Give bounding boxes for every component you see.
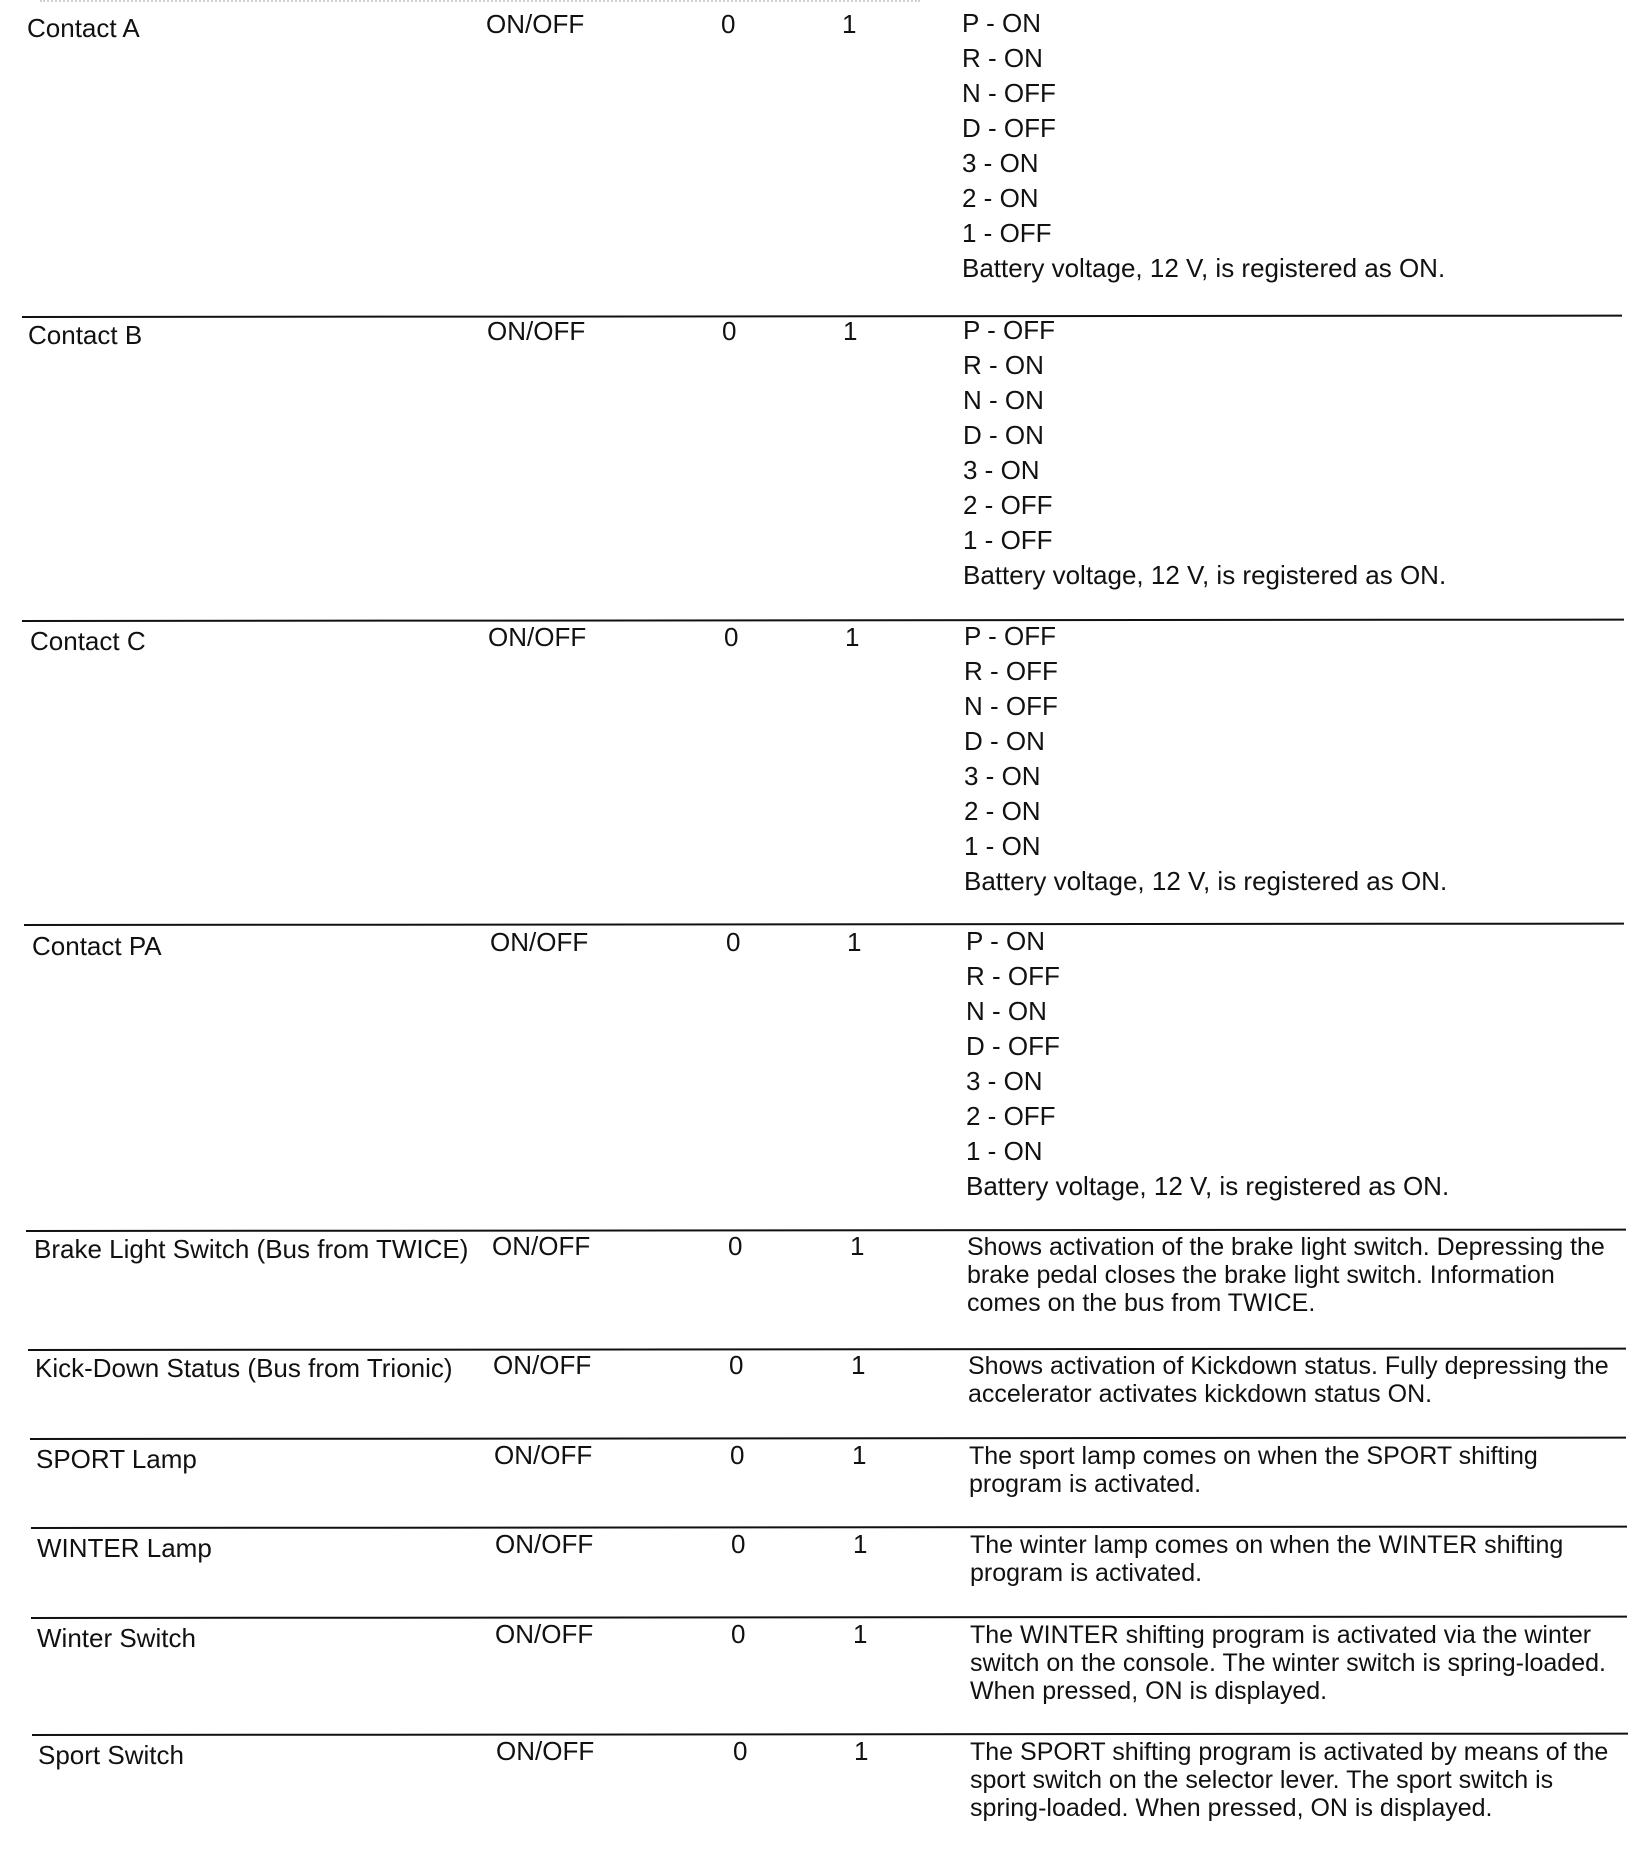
min-value: 0 <box>729 1350 744 1380</box>
battery-voltage-note: Battery voltage, 12 V, is registered as ON. <box>966 1171 1450 1201</box>
signal-name: Contact A <box>27 13 140 43</box>
max-value: 1 <box>852 1440 867 1470</box>
selector-position-state: R - OFF <box>964 656 1058 686</box>
signal-description: The sport lamp comes on when the SPORT shifting program is activated. <box>969 1442 1538 1498</box>
selector-position-state: 1 - ON <box>964 831 1041 861</box>
table-row <box>0 0 1648 310</box>
row-divider <box>32 1733 1628 1736</box>
selector-position-state: N - ON <box>966 996 1047 1026</box>
signal-name: Sport Switch <box>38 1740 184 1770</box>
signal-description: The winter lamp comes on when the WINTER shifting program is activated. <box>970 1531 1564 1587</box>
signal-description: The WINTER shifting program is activated via the winter switch on the console. The winter switch is spring-loaded. When pressed, ON is displayed. <box>970 1621 1606 1705</box>
table-row <box>0 621 1648 924</box>
selector-position-state: P - ON <box>962 8 1041 38</box>
selector-position-state: R - OFF <box>966 961 1060 991</box>
min-value: 0 <box>731 1529 746 1559</box>
min-value: 0 <box>733 1736 748 1766</box>
table-row <box>0 1233 1648 1343</box>
table-row <box>0 1621 1648 1731</box>
signal-name: Kick-Down Status (Bus from Trionic) <box>35 1353 453 1383</box>
selector-position-state: P - OFF <box>964 621 1056 651</box>
max-value: 1 <box>845 622 860 652</box>
signal-type: ON/OFF <box>495 1619 594 1649</box>
min-value: 0 <box>726 927 741 957</box>
min-value: 0 <box>721 9 736 39</box>
signal-type: ON/OFF <box>492 1231 591 1261</box>
signal-description: Shows activation of Kickdown status. Fully depressing the accelerator activates kickdown status ON. <box>968 1352 1609 1408</box>
selector-position-state: P - ON <box>966 926 1045 956</box>
signal-description: Shows activation of the brake light switch. Depressing the brake pedal closes the brake light switch. Information comes on the bus from TWICE. <box>967 1233 1605 1317</box>
selector-position-state: D - OFF <box>966 1031 1060 1061</box>
row-divider <box>30 1437 1626 1440</box>
signal-type: ON/OFF <box>496 1736 595 1766</box>
selector-position-state: 3 - ON <box>963 455 1040 485</box>
table-row <box>0 1442 1648 1522</box>
selector-position-state: 2 - ON <box>964 796 1041 826</box>
signal-type: ON/OFF <box>495 1529 594 1559</box>
min-value: 0 <box>722 316 737 346</box>
selector-position-state: D - ON <box>964 726 1045 756</box>
selector-position-state: N - ON <box>963 385 1044 415</box>
min-value: 0 <box>730 1440 745 1470</box>
max-value: 1 <box>847 927 862 957</box>
selector-position-state: 2 - OFF <box>966 1101 1056 1131</box>
max-value: 1 <box>853 1529 868 1559</box>
table-row <box>0 1531 1648 1611</box>
signal-type: ON/OFF <box>490 927 589 957</box>
min-value: 0 <box>731 1619 746 1649</box>
signal-name: Winter Switch <box>37 1623 196 1653</box>
table-row <box>0 315 1648 618</box>
signal-type: ON/OFF <box>488 622 587 652</box>
selector-position-state: P - OFF <box>963 315 1055 345</box>
max-value: 1 <box>843 316 858 346</box>
signal-name: Contact PA <box>32 931 162 961</box>
max-value: 1 <box>850 1231 865 1261</box>
signal-type: ON/OFF <box>487 316 586 346</box>
signal-description: The SPORT shifting program is activated by means of the sport switch on the selector lever. The sport switch is spring-loaded. When pressed, ON is displayed. <box>970 1738 1609 1822</box>
selector-position-state: 3 - ON <box>962 148 1039 178</box>
max-value: 1 <box>851 1350 866 1380</box>
signal-name: Contact C <box>30 626 146 656</box>
selector-position-state: R - ON <box>962 43 1043 73</box>
selector-position-state: N - OFF <box>964 691 1058 721</box>
min-value: 0 <box>724 622 739 652</box>
selector-position-state: D - OFF <box>962 113 1056 143</box>
selector-position-list <box>963 313 1446 593</box>
signal-name: SPORT Lamp <box>36 1444 197 1474</box>
table-row <box>0 1352 1648 1432</box>
selector-position-state: 2 - OFF <box>963 490 1053 520</box>
signal-type: ON/OFF <box>493 1350 592 1380</box>
battery-voltage-note: Battery voltage, 12 V, is registered as ON. <box>962 253 1446 283</box>
table-row <box>0 926 1648 1229</box>
selector-position-state: 1 - OFF <box>962 218 1052 248</box>
signal-name: WINTER Lamp <box>37 1533 212 1563</box>
max-value: 1 <box>854 1736 869 1766</box>
selector-position-list <box>966 924 1449 1204</box>
selector-position-state: 2 - ON <box>962 183 1039 213</box>
row-divider <box>31 1526 1627 1529</box>
max-value: 1 <box>842 9 857 39</box>
signal-name: Brake Light Switch (Bus from TWICE) <box>34 1234 469 1264</box>
battery-voltage-note: Battery voltage, 12 V, is registered as ON. <box>963 560 1447 590</box>
selector-position-state: 3 - ON <box>964 761 1041 791</box>
signal-type: ON/OFF <box>486 9 585 39</box>
selector-position-state: N - OFF <box>962 78 1056 108</box>
selector-position-state: R - ON <box>963 350 1044 380</box>
min-value: 0 <box>728 1231 743 1261</box>
selector-position-list <box>962 6 1445 286</box>
row-divider <box>31 1616 1627 1619</box>
selector-position-state: 1 - ON <box>966 1136 1043 1166</box>
selector-position-state: 3 - ON <box>966 1066 1043 1096</box>
max-value: 1 <box>853 1619 868 1649</box>
battery-voltage-note: Battery voltage, 12 V, is registered as ON. <box>964 866 1448 896</box>
signal-type: ON/OFF <box>494 1440 593 1470</box>
selector-position-state: 1 - OFF <box>963 525 1053 555</box>
selector-position-list <box>964 619 1447 899</box>
signal-name: Contact B <box>28 320 143 350</box>
table-row <box>0 1738 1648 1848</box>
selector-position-state: D - ON <box>963 420 1044 450</box>
